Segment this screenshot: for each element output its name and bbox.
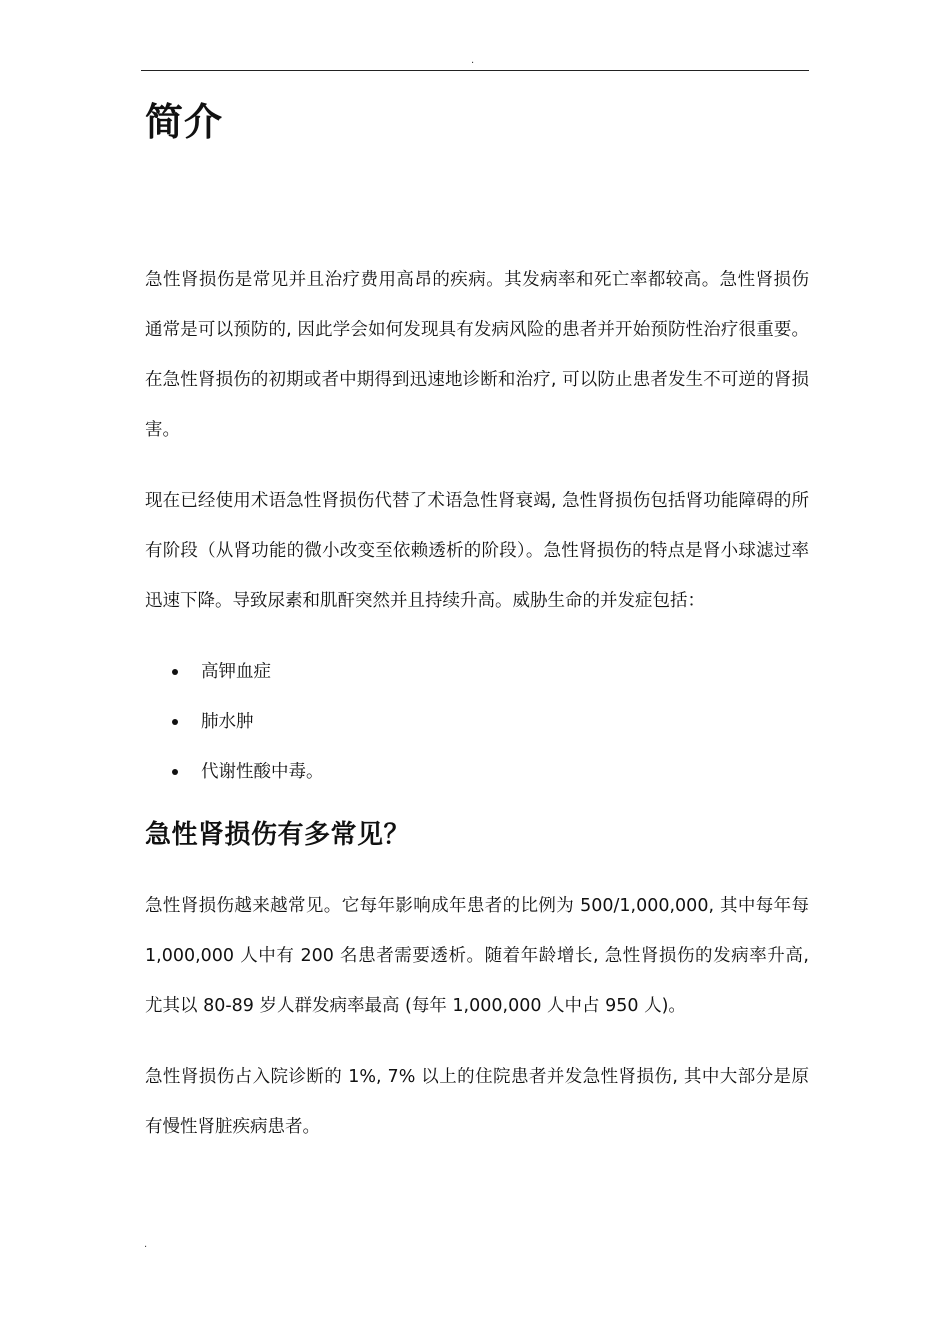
footer-mark: . xyxy=(144,1239,148,1250)
list-item xyxy=(145,747,809,797)
list-item-text: 代谢性酸中毒。 xyxy=(201,762,324,782)
frequency-paragraph-1: 急性肾损伤越来越常见。它每年影响成年患者的比例为 500/1,000,000, 其中每年每 1,000,000 人中有 200 名患者需要透析。随着年龄增长, 急性肾损伤的发病率升高, 尤其以 80-89 岁人群发病率最高 (每年 1,000,000 人中占 950 人)。 xyxy=(145,896,809,1016)
list-item-text: 肺水肿 xyxy=(201,712,254,732)
frequency-heading: 急性肾损伤有多常见？ xyxy=(145,820,411,850)
intro-paragraph-2: 现在已经使用术语急性肾损伤代替了术语急性肾衰竭, 急性肾损伤包括肾功能障碍的所有阶段（从肾功能的微小改变至依赖透析的阶段）。急性肾损伤的特点是肾小球滤过率迅速下降。导致尿素和肌酐突然并且持续升高。威胁生命的并发症包括： xyxy=(145,491,809,611)
bullet-icon xyxy=(172,769,178,775)
list-item xyxy=(145,697,809,747)
intro-paragraph-1: 急性肾损伤是常见并且治疗费用高昂的疾病。其发病率和死亡率都较高。急性肾损伤通常是可以预防的, 因此学会如何发现具有发病风险的患者并开始预防性治疗很重要。在急性肾损伤的初期或者中期得到迅速地诊断和治疗, 可以防止患者发生不可逆的肾损害。 xyxy=(145,270,809,440)
list-item-text: 高钾血症 xyxy=(201,662,271,682)
bullet-icon xyxy=(172,669,178,675)
document-body xyxy=(145,92,809,1152)
complications-list xyxy=(145,647,809,797)
bullet-icon xyxy=(172,719,178,725)
header-rule xyxy=(141,70,809,71)
intro-heading: 简介 xyxy=(145,100,224,144)
frequency-paragraph-2: 急性肾损伤占入院诊断的 1%, 7% 以上的住院患者并发急性肾损伤, 其中大部分是原有慢性肾脏疾病患者。 xyxy=(145,1067,809,1137)
header-mark: . xyxy=(471,55,475,66)
list-item xyxy=(145,647,809,697)
